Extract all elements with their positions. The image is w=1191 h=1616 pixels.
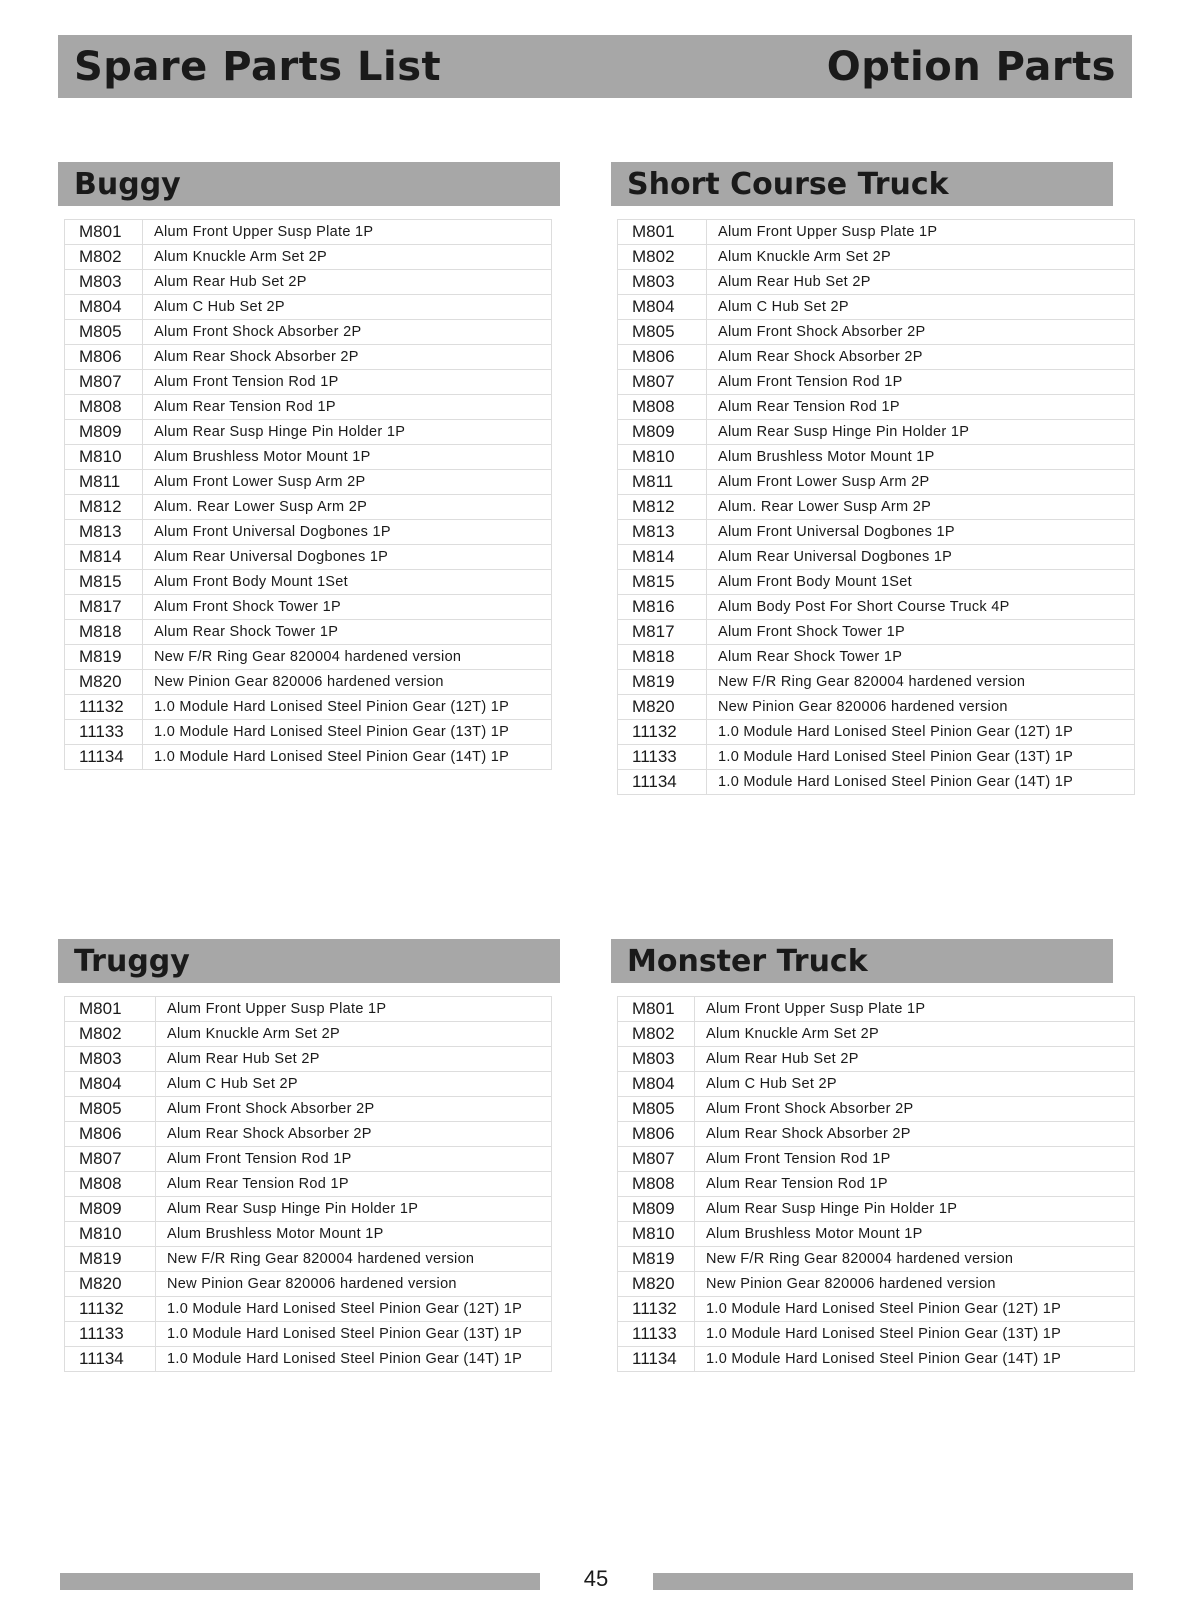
part-number: M811 [618,470,707,495]
part-number: M805 [618,1097,695,1122]
table-row [618,670,1135,695]
table-row [65,445,552,470]
table-row [618,997,1135,1022]
part-number: M801 [65,220,143,245]
section-title: Short Course Truck [611,162,1113,206]
part-number: M817 [618,620,707,645]
part-number: M819 [618,670,707,695]
part-description: Alum Knuckle Arm Set 2P [143,245,552,270]
part-description: Alum Brushless Motor Mount 1P [156,1222,552,1247]
table-row [65,570,552,595]
table-row [618,1322,1135,1347]
part-description: Alum C Hub Set 2P [143,295,552,320]
part-description: 1.0 Module Hard Lonised Steel Pinion Gear (13T) 1P [695,1322,1135,1347]
part-number: M802 [618,245,707,270]
page-number: 45 [583,1566,609,1591]
part-description: Alum Rear Shock Tower 1P [143,620,552,645]
part-description: Alum Front Tension Rod 1P [156,1147,552,1172]
part-number: 11132 [618,720,707,745]
table-row [618,495,1135,520]
part-number: M803 [65,1047,156,1072]
part-description: Alum Front Shock Absorber 2P [156,1097,552,1122]
table-row [65,670,552,695]
part-number: M814 [65,545,143,570]
part-description: Alum Rear Susp Hinge Pin Holder 1P [695,1197,1135,1222]
part-description: Alum Rear Shock Absorber 2P [695,1122,1135,1147]
table-row [618,545,1135,570]
table-row [618,1122,1135,1147]
part-description: New F/R Ring Gear 820004 hardened version [156,1247,552,1272]
table-row [618,645,1135,670]
part-number: M810 [618,445,707,470]
part-description: Alum Front Upper Susp Plate 1P [143,220,552,245]
table-row [65,1097,552,1122]
part-number: M806 [65,345,143,370]
part-description: New F/R Ring Gear 820004 hardened version [143,645,552,670]
table-row [618,620,1135,645]
table-row [618,1347,1135,1372]
part-number: M819 [65,1247,156,1272]
table-row [65,1322,552,1347]
table-row [618,745,1135,770]
part-description: Alum Rear Tension Rod 1P [707,395,1135,420]
table-row [618,395,1135,420]
table-row [65,997,552,1022]
part-description: 1.0 Module Hard Lonised Steel Pinion Gear (14T) 1P [156,1347,552,1372]
part-description: Alum Knuckle Arm Set 2P [707,245,1135,270]
part-number: M803 [65,270,143,295]
part-description: 1.0 Module Hard Lonised Steel Pinion Gear (14T) 1P [695,1347,1135,1372]
table-row [618,1272,1135,1297]
part-description: 1.0 Module Hard Lonised Steel Pinion Gear (12T) 1P [695,1297,1135,1322]
part-description: Alum Rear Susp Hinge Pin Holder 1P [156,1197,552,1222]
page-subtitle: Option Parts [826,43,1116,90]
table-row [65,695,552,720]
part-description: Alum Front Universal Dogbones 1P [143,520,552,545]
part-description: Alum Rear Susp Hinge Pin Holder 1P [707,420,1135,445]
parts-table [617,219,1135,795]
part-number: M803 [618,270,707,295]
table-row [65,495,552,520]
parts-table [617,996,1135,1372]
section-buggy [58,162,560,770]
part-description: 1.0 Module Hard Lonised Steel Pinion Gear (12T) 1P [143,695,552,720]
part-number: 11134 [65,1347,156,1372]
part-number: M807 [65,370,143,395]
table-row [65,470,552,495]
part-number: M810 [65,1222,156,1247]
part-description: 1.0 Module Hard Lonised Steel Pinion Gear (13T) 1P [707,745,1135,770]
table-row [618,595,1135,620]
part-number: M819 [65,645,143,670]
table-row [65,1297,552,1322]
table-row [618,1147,1135,1172]
table-row [618,245,1135,270]
table-row [65,1272,552,1297]
table-row [618,1022,1135,1047]
table-row [65,1022,552,1047]
part-number: M809 [65,420,143,445]
part-number: M813 [618,520,707,545]
part-description: Alum Front Shock Absorber 2P [695,1097,1135,1122]
table-row [65,345,552,370]
part-number: 11133 [65,720,143,745]
part-number: M804 [618,1072,695,1097]
part-description: Alum Rear Susp Hinge Pin Holder 1P [143,420,552,445]
part-number: 11134 [618,770,707,795]
page-header [58,35,1132,98]
table-row [618,520,1135,545]
table-row [65,1122,552,1147]
section-short-course-truck [611,162,1135,795]
part-number: M818 [65,620,143,645]
part-number: M809 [618,420,707,445]
part-description: Alum Rear Tension Rod 1P [156,1172,552,1197]
part-number: M801 [618,997,695,1022]
part-number: M816 [618,595,707,620]
part-number: M813 [65,520,143,545]
part-number: M808 [618,395,707,420]
table-row [65,1172,552,1197]
part-description: Alum Front Shock Tower 1P [143,595,552,620]
part-description: 1.0 Module Hard Lonised Steel Pinion Gear (13T) 1P [143,720,552,745]
part-number: M801 [65,997,156,1022]
table-row [65,1222,552,1247]
part-number: M820 [65,1272,156,1297]
table-row [65,1247,552,1272]
part-description: New F/R Ring Gear 820004 hardened version [695,1247,1135,1272]
part-description: New Pinion Gear 820006 hardened version [156,1272,552,1297]
table-row [65,545,552,570]
page-title: Spare Parts List [74,43,442,90]
table-row [65,295,552,320]
table-row [65,720,552,745]
table-row [65,1072,552,1097]
table-row [65,1197,552,1222]
part-description: Alum C Hub Set 2P [695,1072,1135,1097]
part-number: M815 [618,570,707,595]
table-row [65,220,552,245]
section-monster-truck [611,939,1135,1372]
part-description: New Pinion Gear 820006 hardened version [707,695,1135,720]
part-description: Alum Rear Universal Dogbones 1P [707,545,1135,570]
table-row [65,420,552,445]
part-description: Alum Front Shock Tower 1P [707,620,1135,645]
parts-table [64,219,552,770]
part-number: M808 [65,395,143,420]
part-description: Alum C Hub Set 2P [156,1072,552,1097]
part-description: Alum Rear Shock Absorber 2P [707,345,1135,370]
part-number: M806 [618,345,707,370]
part-description: Alum C Hub Set 2P [707,295,1135,320]
table-row [65,395,552,420]
part-description: Alum. Rear Lower Susp Arm 2P [143,495,552,520]
table-row [618,695,1135,720]
part-description: Alum Front Upper Susp Plate 1P [707,220,1135,245]
part-number: M820 [618,695,707,720]
part-description: 1.0 Module Hard Lonised Steel Pinion Gear (13T) 1P [156,1322,552,1347]
part-description: Alum Front Universal Dogbones 1P [707,520,1135,545]
table-row [65,620,552,645]
part-number: M812 [65,495,143,520]
part-number: M802 [618,1022,695,1047]
table-row [618,1172,1135,1197]
table-row [65,270,552,295]
part-description: Alum Rear Universal Dogbones 1P [143,545,552,570]
part-description: Alum Front Body Mount 1Set [707,570,1135,595]
part-number: M806 [618,1122,695,1147]
part-description: Alum Front Tension Rod 1P [695,1147,1135,1172]
part-number: M812 [618,495,707,520]
parts-table [64,996,552,1372]
table-row [618,370,1135,395]
part-description: New Pinion Gear 820006 hardened version [143,670,552,695]
table-row [65,595,552,620]
part-description: Alum Brushless Motor Mount 1P [695,1222,1135,1247]
part-number: 11132 [618,1297,695,1322]
part-description: Alum Knuckle Arm Set 2P [156,1022,552,1047]
section-truggy [58,939,560,1372]
table-row [65,1347,552,1372]
part-number: 11134 [65,745,143,770]
part-number: M811 [65,470,143,495]
table-row [65,645,552,670]
part-number: M809 [65,1197,156,1222]
part-number: M807 [618,1147,695,1172]
part-number: M807 [65,1147,156,1172]
part-description: Alum Front Tension Rod 1P [707,370,1135,395]
part-description: Alum Front Tension Rod 1P [143,370,552,395]
part-description: New Pinion Gear 820006 hardened version [695,1272,1135,1297]
part-number: M803 [618,1047,695,1072]
part-description: Alum Brushless Motor Mount 1P [143,445,552,470]
part-number: M807 [618,370,707,395]
part-number: M804 [65,1072,156,1097]
table-row [65,1147,552,1172]
table-row [618,445,1135,470]
part-number: M817 [65,595,143,620]
table-row [618,770,1135,795]
part-number: 11134 [618,1347,695,1372]
footer-bar-right [653,1573,1133,1590]
part-description: Alum Front Lower Susp Arm 2P [707,470,1135,495]
table-row [618,470,1135,495]
part-description: 1.0 Module Hard Lonised Steel Pinion Gear (12T) 1P [156,1297,552,1322]
table-row [65,520,552,545]
part-number: 11133 [618,1322,695,1347]
part-number: M810 [65,445,143,470]
part-number: M802 [65,245,143,270]
part-number: 11132 [65,695,143,720]
table-row [618,1297,1135,1322]
footer-bar-left [60,1573,540,1590]
part-number: 11132 [65,1297,156,1322]
part-description: Alum Front Body Mount 1Set [143,570,552,595]
table-row [618,220,1135,245]
part-description: Alum Front Shock Absorber 2P [143,320,552,345]
part-description: Alum Front Shock Absorber 2P [707,320,1135,345]
part-description: 1.0 Module Hard Lonised Steel Pinion Gear (14T) 1P [143,745,552,770]
table-row [618,1097,1135,1122]
part-number: M806 [65,1122,156,1147]
table-row [618,1222,1135,1247]
part-number: M819 [618,1247,695,1272]
table-row [618,270,1135,295]
section-title: Buggy [58,162,560,206]
table-row [618,1197,1135,1222]
table-row [65,745,552,770]
part-description: Alum Rear Shock Tower 1P [707,645,1135,670]
part-description: Alum Brushless Motor Mount 1P [707,445,1135,470]
part-description: Alum Rear Shock Absorber 2P [156,1122,552,1147]
section-title: Monster Truck [611,939,1113,983]
part-number: M818 [618,645,707,670]
table-row [618,320,1135,345]
part-number: M808 [618,1172,695,1197]
part-number: M804 [618,295,707,320]
part-number: M810 [618,1222,695,1247]
part-description: Alum Body Post For Short Course Truck 4P [707,595,1135,620]
table-row [65,370,552,395]
part-number: 11133 [65,1322,156,1347]
table-row [618,420,1135,445]
table-row [65,1047,552,1072]
part-description: Alum Rear Hub Set 2P [695,1047,1135,1072]
part-number: M801 [618,220,707,245]
table-row [618,570,1135,595]
part-description: Alum Knuckle Arm Set 2P [695,1022,1135,1047]
table-row [618,295,1135,320]
part-description: Alum Front Upper Susp Plate 1P [156,997,552,1022]
part-description: Alum Rear Shock Absorber 2P [143,345,552,370]
part-description: Alum. Rear Lower Susp Arm 2P [707,495,1135,520]
part-description: Alum Rear Hub Set 2P [156,1047,552,1072]
part-number: M820 [65,670,143,695]
part-number: M820 [618,1272,695,1297]
part-number: M805 [65,1097,156,1122]
table-row [65,320,552,345]
table-row [618,1047,1135,1072]
part-number: M809 [618,1197,695,1222]
table-row [65,245,552,270]
part-number: M802 [65,1022,156,1047]
part-number: 11133 [618,745,707,770]
part-description: 1.0 Module Hard Lonised Steel Pinion Gear (12T) 1P [707,720,1135,745]
part-number: M814 [618,545,707,570]
part-number: M805 [65,320,143,345]
section-title: Truggy [58,939,560,983]
part-description: Alum Front Lower Susp Arm 2P [143,470,552,495]
part-description: Alum Rear Tension Rod 1P [143,395,552,420]
part-number: M815 [65,570,143,595]
part-description: New F/R Ring Gear 820004 hardened version [707,670,1135,695]
part-number: M808 [65,1172,156,1197]
part-number: M805 [618,320,707,345]
table-row [618,720,1135,745]
part-description: 1.0 Module Hard Lonised Steel Pinion Gear (14T) 1P [707,770,1135,795]
part-description: Alum Rear Hub Set 2P [707,270,1135,295]
table-row [618,345,1135,370]
part-number: M804 [65,295,143,320]
table-row [618,1247,1135,1272]
table-row [618,1072,1135,1097]
part-description: Alum Front Upper Susp Plate 1P [695,997,1135,1022]
part-description: Alum Rear Hub Set 2P [143,270,552,295]
part-description: Alum Rear Tension Rod 1P [695,1172,1135,1197]
